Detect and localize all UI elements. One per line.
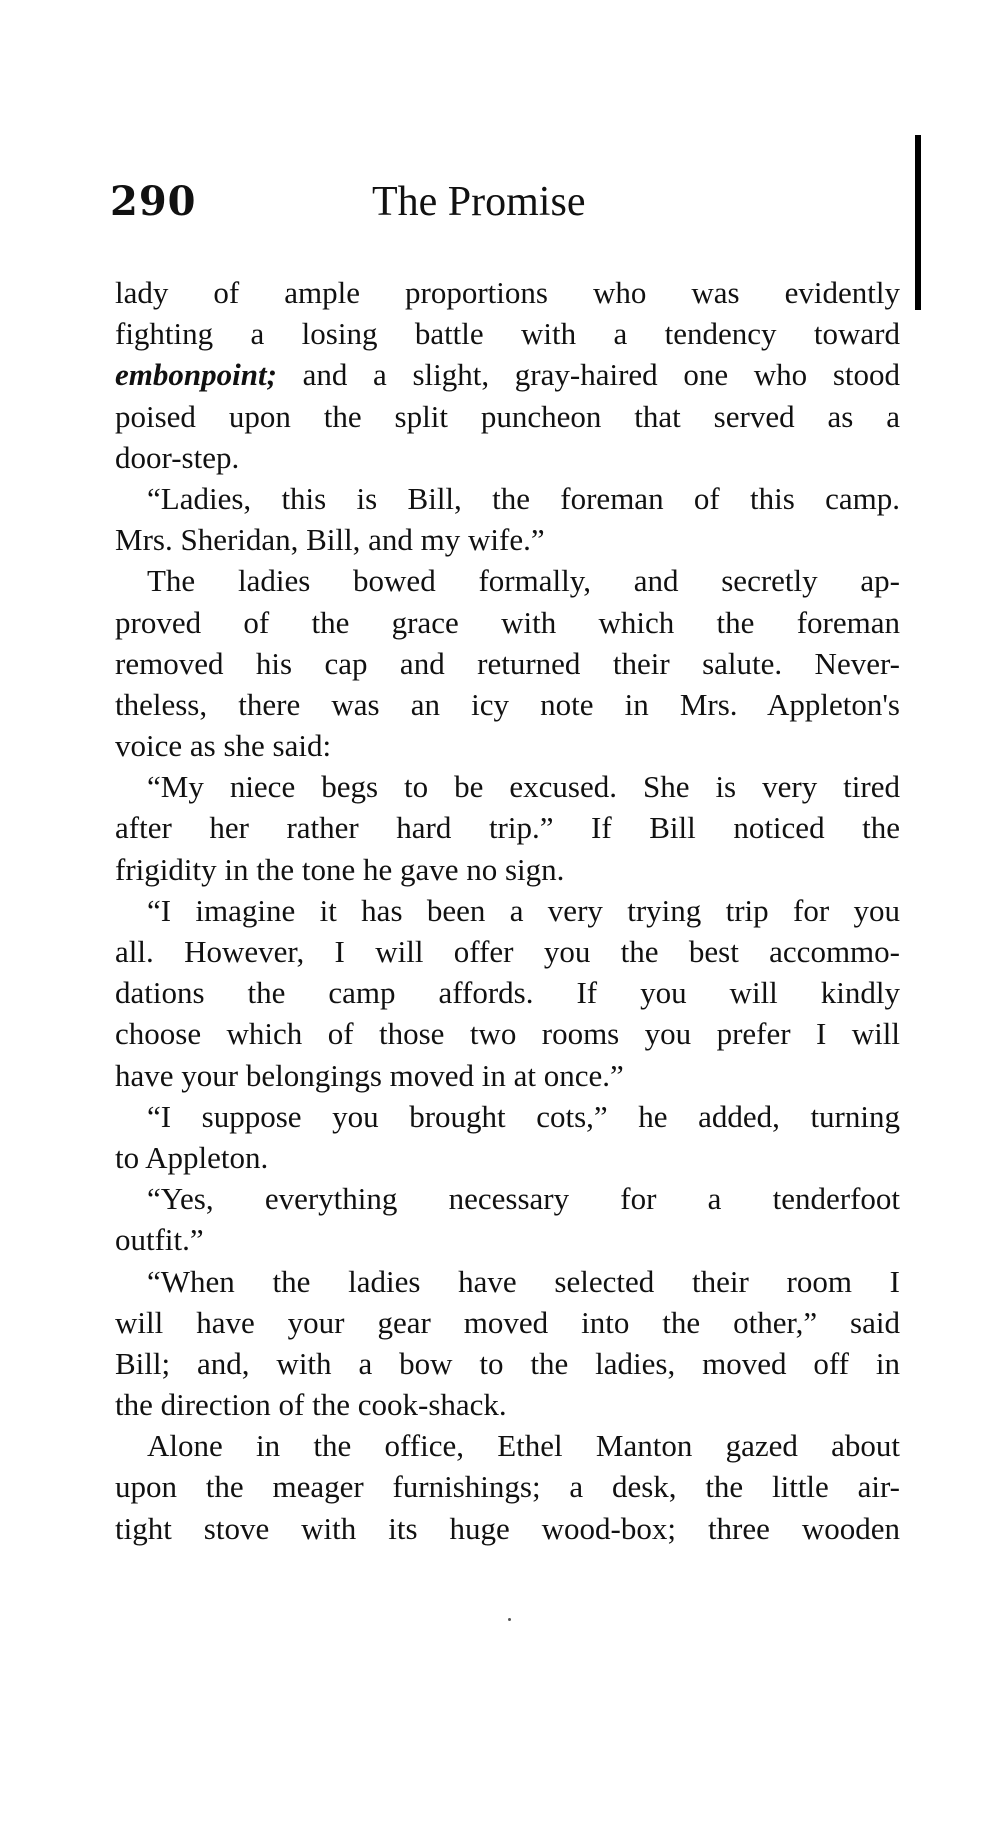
text-line: removed his cap and returned their salute. Never-: [115, 645, 900, 681]
text-line: fighting a losing battle with a tendency toward: [115, 316, 900, 352]
scan-speck: [508, 1618, 511, 1621]
text-line-continuation: and a slight, gray-haired one who stood: [302, 357, 901, 393]
body-text: [115, 272, 900, 1549]
text-line: [115, 354, 900, 395]
text-line: door-step.: [115, 439, 240, 475]
text-line: Mrs. Sheridan, Bill, and my wife.”: [115, 522, 545, 558]
italic-word: embonpoint;: [115, 357, 277, 393]
page-number: 290: [110, 178, 197, 225]
text-line: “Ladies, this is Bill, the foreman of this camp.: [147, 480, 900, 516]
text-line: after her rather hard trip.” If Bill noticed the: [115, 810, 900, 846]
text-line: choose which of those two rooms you prefer I will: [115, 1016, 900, 1052]
running-title: The Promise: [372, 179, 586, 225]
text-line: all. However, I will offer you the best accommo-: [115, 934, 900, 969]
text-line: Bill; and, with a bow to the ladies, moved off in: [115, 1345, 900, 1381]
text-line: poised upon the split puncheon that served as a: [115, 398, 900, 434]
text-line: frigidity in the tone he gave no sign.: [115, 851, 565, 887]
text-line: Alone in the office, Ethel Manton gazed about: [147, 1428, 900, 1464]
text-line: “When the ladies have selected their room I: [147, 1263, 900, 1299]
text-line: the direction of the cook-shack.: [115, 1387, 507, 1423]
text-line: will have your gear moved into the other,” said: [115, 1304, 900, 1340]
text-line: theless, there was an icy note in Mrs. Appleton's: [115, 686, 900, 722]
text-line: to Appleton.: [115, 1139, 269, 1175]
text-line: dations the camp affords. If you will kindly: [115, 975, 900, 1011]
text-line: “I suppose you brought cots,” he added, turning: [147, 1098, 900, 1134]
text-line: proved of the grace with which the foreman: [115, 604, 900, 640]
text-line: upon the meager furnishings; a desk, the little air-: [115, 1469, 900, 1505]
text-line: The ladies bowed formally, and secretly ap-: [147, 563, 900, 599]
text-line: lady of ample proportions who was evidently: [115, 275, 900, 310]
text-line: outfit.”: [115, 1222, 204, 1258]
text-line: tight stove with its huge wood-box; three wooden: [115, 1510, 900, 1546]
text-line: have your belongings moved in at once.”: [115, 1057, 624, 1093]
text-line: “My niece begs to be excused. She is very tired: [147, 769, 900, 805]
text-line: “Yes, everything necessary for a tenderfoot: [147, 1181, 900, 1217]
text-line: voice as she said:: [115, 728, 332, 764]
page-edge-mark: [915, 135, 921, 310]
text-line: “I imagine it has been a very trying trip for you: [147, 892, 900, 928]
